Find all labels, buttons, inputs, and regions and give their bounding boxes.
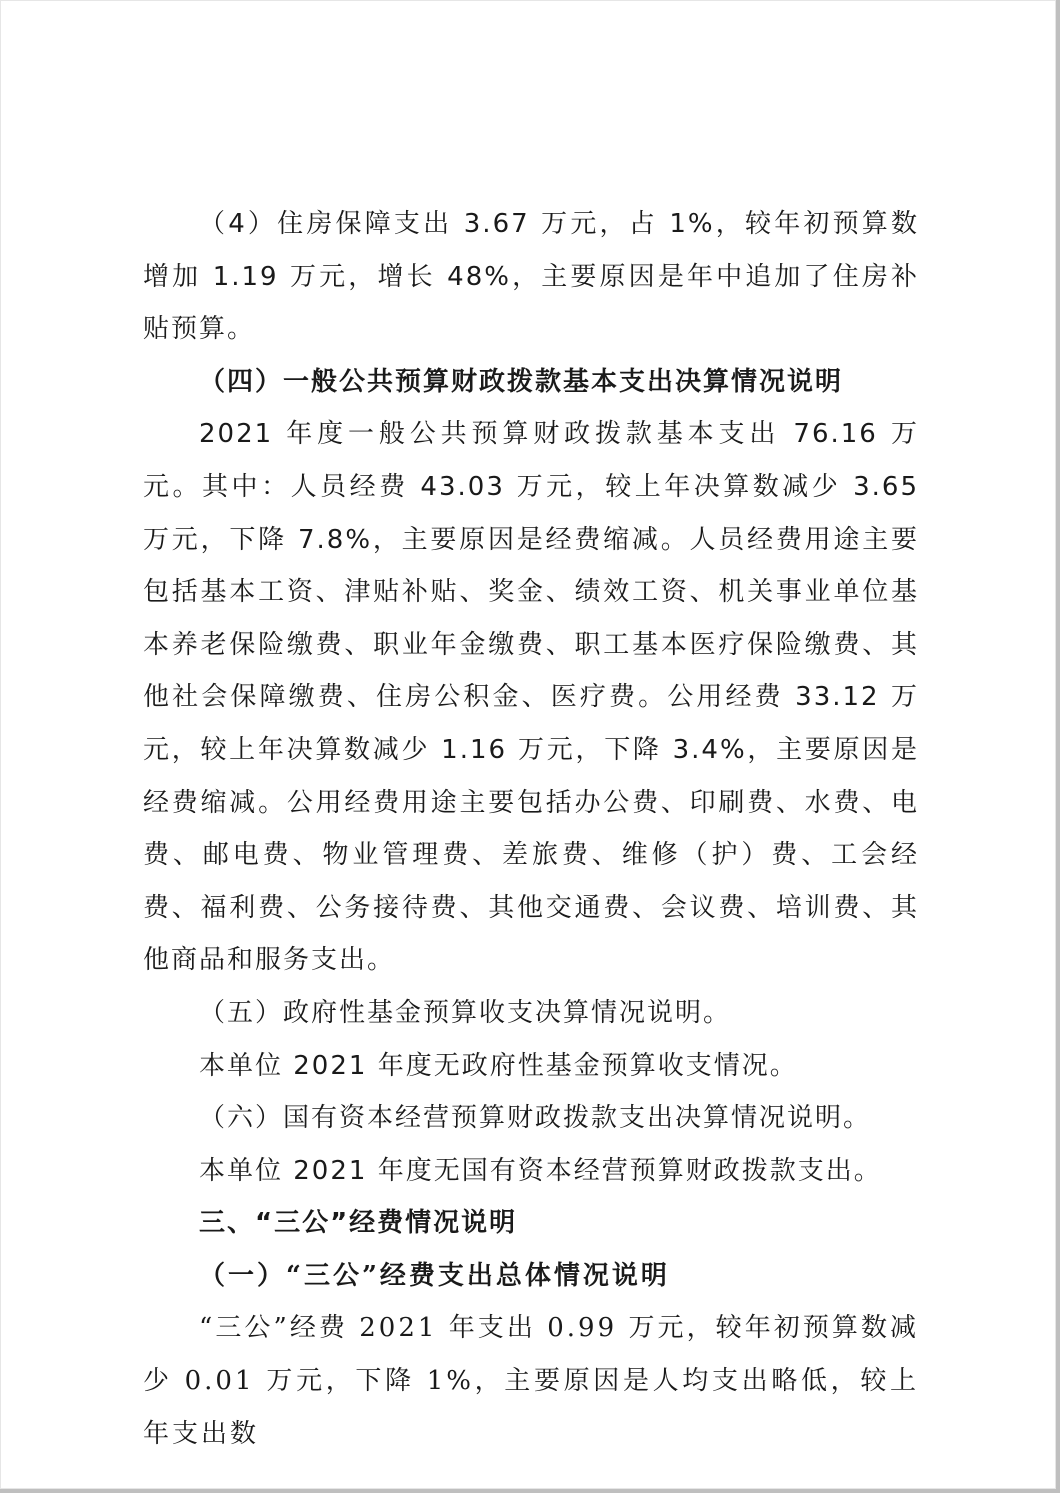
paragraph-basic-expenditure: 2021 年度一般公共预算财政拨款基本支出 76.16 万元。其中：人员经费 43.03 万元，较上年决算数减少 3.65 万元，下降 7.8%，主要原因是经费缩减。人员经费用途主要包括基本工资、津贴补贴、奖金、绩效工资、机关事业单位基本养老保险缴费、职业年金缴费、职工基本医疗保险缴费、其他社会保障缴费、住房公积金、医疗费。公用经费 33.12 万元，较上年决算数减少 1.16 万元，下降 3.4%，主要原因是经费缩减。公用经费用途主要包括办公费、印刷费、水费、电费、邮电费、物业管理费、差旅费、维修（护）费、工会经费、福利费、公务接待费、其他交通费、会议费、培训费、其他商品和服务支出。 [143,419,919,976]
paragraph-state-capital: 本单位 2021 年度无国有资本经营预算财政拨款支出。 [199,1155,882,1186]
paragraph-three-public-overall: “三公”经费 2021 年支出 0.99 万元，较年初预算数减少 0.01 万元，下降 1%，主要原因是人均支出略低，较上年支出数 [143,1313,919,1449]
document-body [143,198,919,1460]
section-heading-government-fund: （五）政府性基金预算收支决算情况说明。 [199,997,732,1028]
section-heading-three-public-overall: （一）“三公”经费支出总体情况说明 [199,1260,670,1291]
section-heading-basic-expenditure: （四）一般公共预算财政拨款基本支出决算情况说明 [199,366,844,397]
section-heading-state-capital: （六）国有资本经营预算财政拨款支出决算情况说明。 [199,1103,872,1134]
chapter-heading-three-public: 三、“三公”经费情况说明 [199,1208,518,1239]
paragraph-housing-expenditure: （4）住房保障支出 3.67 万元，占 1%，较年初预算数增加 1.19 万元，增长 48%，主要原因是年中追加了住房补贴预算。 [143,209,919,345]
paragraph-government-fund: 本单位 2021 年度无政府性基金预算收支情况。 [199,1050,798,1081]
